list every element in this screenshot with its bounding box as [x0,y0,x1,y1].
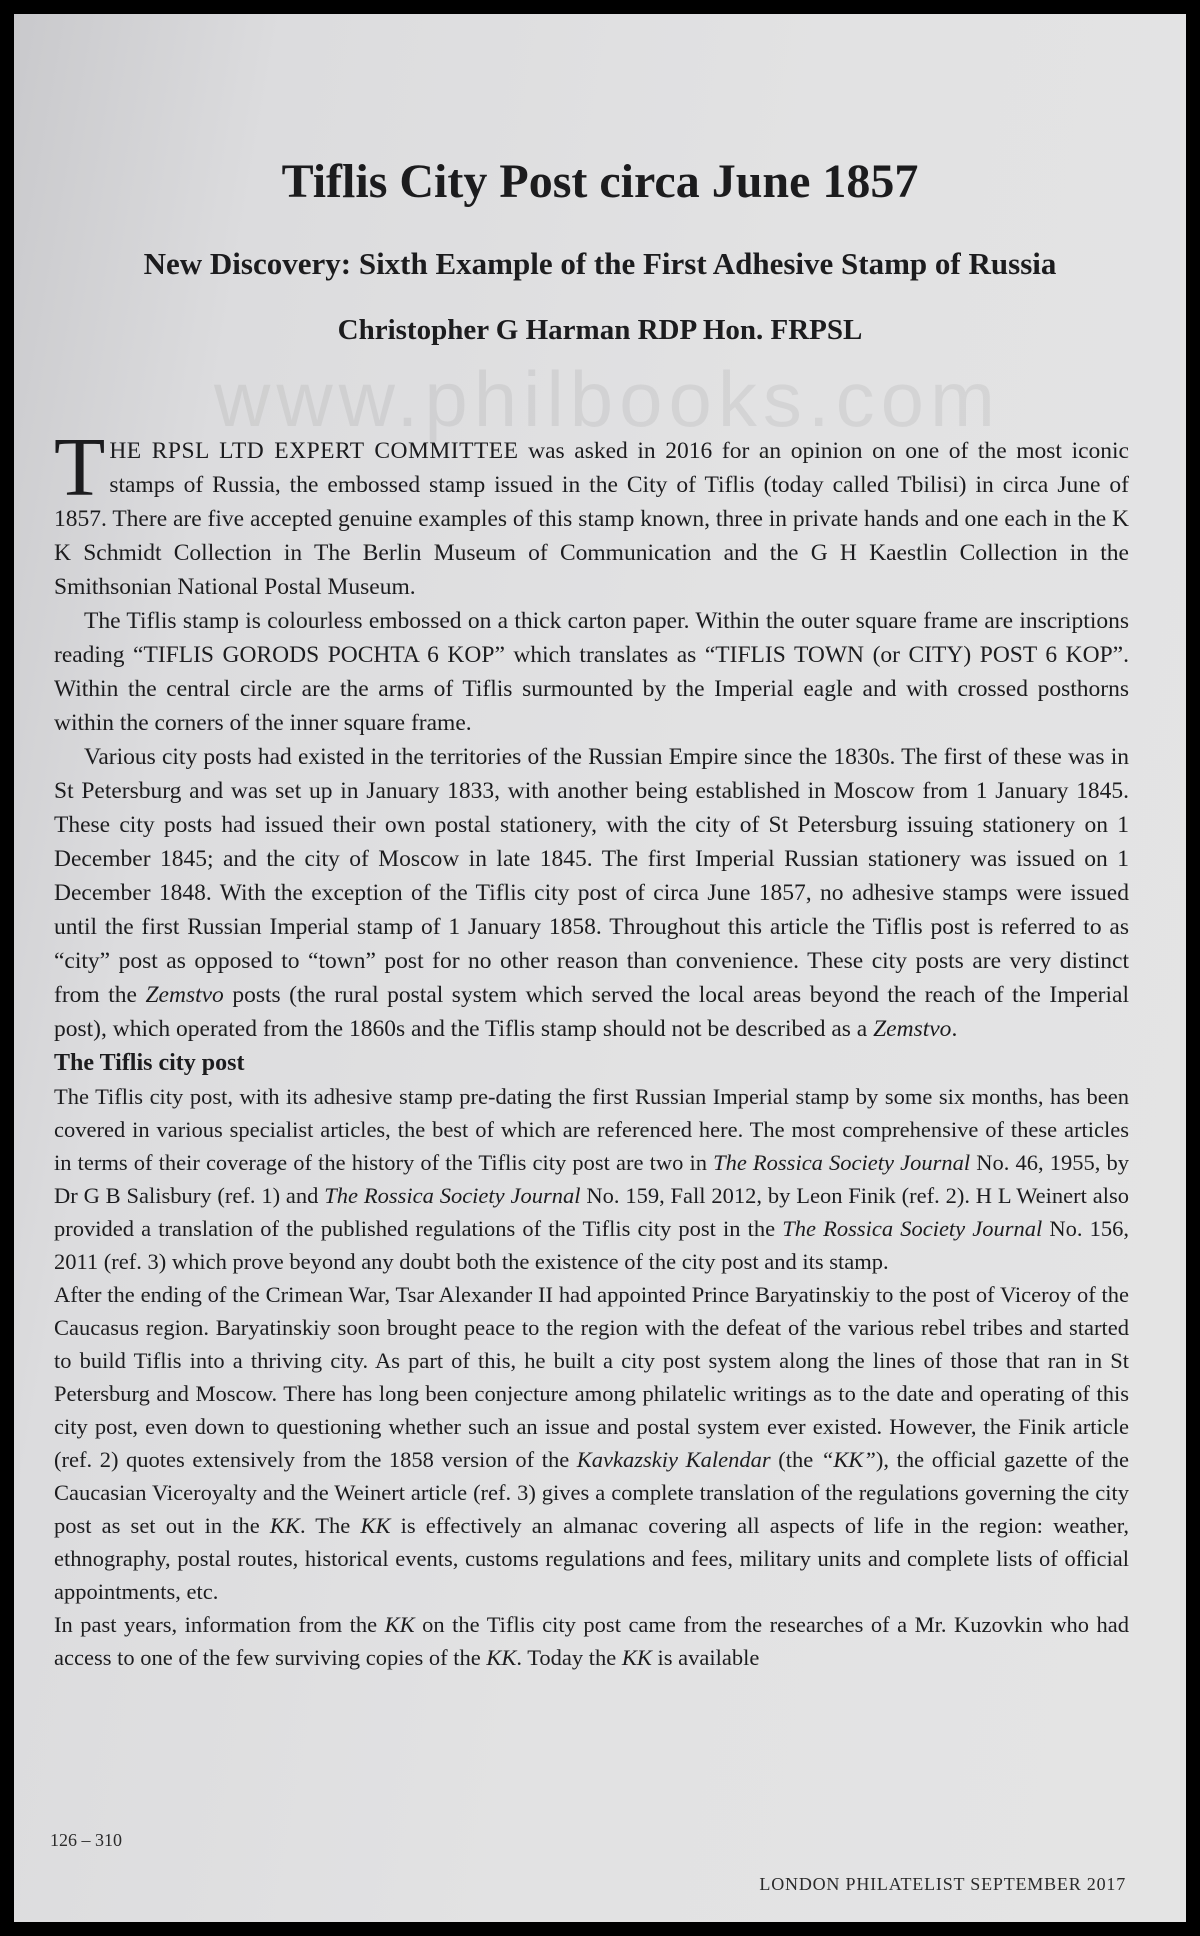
paragraph [54,1278,1129,1608]
italic-term: Kavkazskiy Kalendar [576,1447,771,1472]
document-page [14,14,1186,1922]
intro-text: was asked in 2016 for an opinion on one of the most iconic stamps of Russia, the embossed stamp issued in the City of Tiflis (today called Tbilisi) in circa June of 1857. There are five accepted genuine examples of this stamp known, three in private hands and one each in the K K Schmidt Collection in The Berlin Museum of Communication and the G H Kaestlin Collection in the Smithsonian National Postal Museum. [54,438,1129,600]
text-run: . [951,1016,958,1042]
running-footer: LONDON PHILATELIST SEPTEMBER 2017 [759,1874,1126,1894]
text-run: on the Tiflis city post came from the researches of a Mr. Kuzovkin who had access to one of the few surviving copies of the [54,1612,1129,1670]
text-run: No. 156, 2011 (ref. 3) which prove beyond any doubt both the existence of the city post and its stamp. [54,1216,1130,1274]
journal-title: The Rossica Society Journal [713,1150,971,1175]
paragraph [54,1608,1129,1674]
article-body [54,421,1130,1674]
text-run: (the [770,1447,821,1472]
drop-cap: T [54,421,106,514]
page-folio: 126 – 310 [50,1830,122,1850]
italic-term: KK [621,1645,652,1670]
text-run: In past years, information from the [54,1612,385,1637]
italic-term: KK [384,1612,415,1637]
text-run: Various city posts had existed in the territories of the Russian Empire since the 1830s. The first of these was in St Petersburg and was set up in January 1833, with another being established in Moscow from 1 January 1845. These city posts had issued their own postal stationery, with the city of St Petersburg issuing stationery on 1 December 1845; and the city of Moscow in late 1845. The first Imperial Russian stationery was issued on 1 December 1848. With the exception of the Tiflis city post of circa June 1857, no adhesive stamps were issued until the first Russian Imperial stamp of 1 January 1858. Throughout this article the Tiflis post is referred to as “city” post as opposed to “town” post for no other reason than convenience. These city posts are very distinct from the [54,744,1129,1008]
paragraph [54,740,1129,1046]
italic-term: Zemstvo [873,1016,952,1042]
text-run: ), the official gazette of the Caucasian Viceroyalty and the Weinert article (ref. 3) gives a complete translation of the regulations governing the city post as set out in the [54,1447,1129,1538]
journal-title: The Rossica Society Journal [782,1216,1043,1241]
text-run: After the ending of the Crimean War, Tsar Alexander II had appointed Prince Baryatinskiy to the post of Viceroy of the Caucasus region. Baryatinskiy soon brought peace to the region with the defeat of the various rebel tribes and started to build Tiflis into a thriving city. As part of this, he built a city post system along the lines of those that ran in St Petersburg and Moscow. There has long been conjecture among philatelic writings as to the date and operating of this city post, even down to questioning whether such an issue and postal system ever existed. However, the Finik article (ref. 2) quotes extensively from the 1858 version of the [54,1282,1129,1472]
article-subtitle: New Discovery: Sixth Example of the First Adhesive Stamp of Russia [143,246,1057,281]
italic-term: KK [360,1513,391,1538]
text-run: No. 159, Fall 2012, by Leon Finik (ref. 2). H L Weinert also provided a translation of the published regulations of the Tiflis city post in the [54,1183,1129,1241]
text-run: posts (the rural postal system which served the local areas beyond the reach of the Imperial post), which operated from the 1860s and the Tiflis stamp should not be described as a [54,982,1129,1042]
article-author: Christopher G Harman RDP Hon. FRPSL [337,314,863,346]
italic-term: “KK” [820,1447,876,1472]
lead-caps: HE RPSL LTD EXPERT COMMITTEE [109,438,519,464]
italic-term: KK [269,1513,300,1538]
italic-term: Zemstvo [145,982,224,1008]
text-run: is available [651,1645,760,1670]
paragraph: The Tiflis stamp is colourless embossed on a thick carton paper. Within the outer square frame are inscriptions reading “TIFLIS GORODS POCHTA 6 KOP” which translates as “TIFLIS TOWN (or CITY) POST 6 KOP”. Within the central circle are the arms of Tiflis surmounted by the Imperial eagle and with crossed posthorns within the corners of the inner square frame. [54,608,1129,736]
paragraph [54,1080,1129,1278]
text-run: . Today the [516,1645,622,1670]
article-title: Tiflis City Post circa June 1857 [281,155,919,208]
intro-paragraph [54,421,1129,604]
text-run: No. 46, 1955, by Dr G B Salisbury (ref. 1) and [54,1150,1129,1208]
text-run: . The [299,1513,361,1538]
text-run: The Tiflis city post, with its adhesive stamp pre-dating the first Russian Imperial stamp by some six months, has been covered in various specialist articles, the best of which are referenced here. The most comprehensive of these articles in terms of their coverage of the history of the Tiflis city post are two in [54,1084,1129,1175]
italic-term: KK [486,1645,517,1670]
journal-title: The Rossica Society Journal [324,1183,581,1208]
text-run: is effectively an almanac covering all aspects of life in the region: weather, ethnography, postal routes, historical events, customs regulations and fees, military units and complete lists of official appointments, etc. [54,1513,1130,1604]
section-heading: The Tiflis city post [54,1050,245,1076]
watermark: www.philbooks.com [214,355,1001,443]
